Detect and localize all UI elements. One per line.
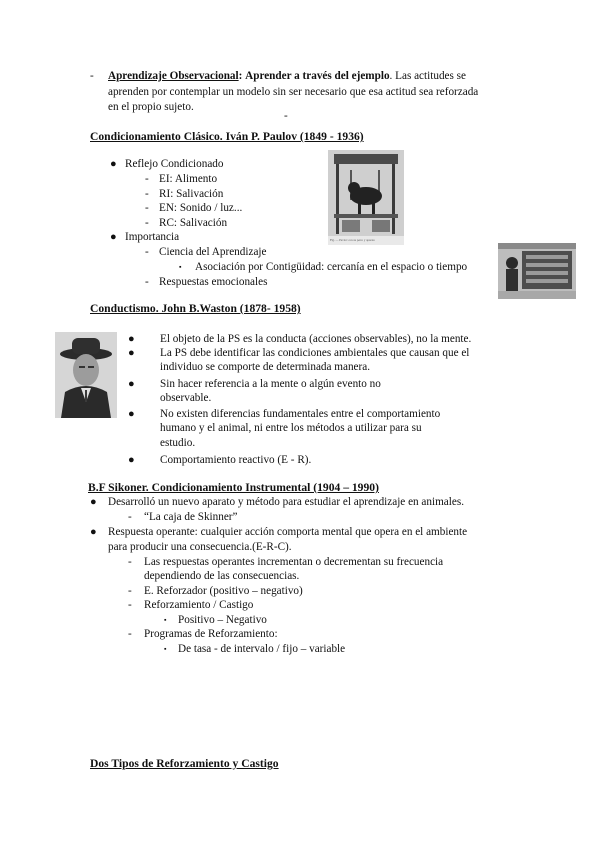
behaviorism-item: No existen diferencias fundamentales entre el comportamiento [160, 408, 441, 420]
bullet-icon: ● [128, 347, 135, 359]
bullet-icon: ● [90, 496, 97, 508]
bullet-icon: ● [128, 454, 135, 466]
skinner-item: Las respuestas operantes incrementan o decrementan su frecuencia [144, 556, 444, 568]
skinner-item: dependiendo de las consecuencias. [144, 570, 300, 582]
dash-icon: - [145, 217, 149, 229]
intro-subtitle: Aprender a través del ejemplo [245, 70, 390, 82]
bullet-icon: ● [90, 526, 97, 538]
dash-icon: - [128, 585, 132, 597]
classical-item: EN: Sonido / luz... [159, 202, 243, 214]
bullet-icon: ● [128, 408, 135, 420]
intro-line-3: en el propio sujeto. [108, 101, 194, 113]
skinner-item: para producir una consecuencia.(E-R-C). [108, 541, 292, 553]
dash-icon: - [128, 628, 132, 640]
skinner-item: Positivo – Negativo [178, 614, 267, 626]
watson-portrait-photo [55, 332, 117, 418]
classical-item: Importancia [125, 231, 180, 243]
behaviorism-item: La PS debe identificar las condiciones ambientales que causan que el [160, 347, 470, 359]
intro-colon: : [238, 70, 243, 82]
portrait-icon [55, 332, 117, 418]
dash-icon: - [128, 599, 132, 611]
classical-item: Ciencia del Aprendizaje [159, 246, 267, 258]
square-bullet-icon: ▪ [179, 263, 182, 271]
behaviorism-item: individuo se comporte de determinada manera. [160, 361, 371, 373]
photo-caption: Fig. — Pavlov con su perro y aparato [330, 238, 375, 242]
skinner-item: Reforzamiento / Castigo [144, 599, 254, 611]
skinner-item: Respuesta operante: cualquier acción comporta mental que opera en el ambiente [108, 526, 468, 538]
classical-item: EI: Alimento [159, 173, 218, 185]
footer-heading: Dos Tipos de Reforzamiento y Castigo [90, 757, 279, 770]
skinner-item: Programas de Reforzamiento: [144, 628, 278, 640]
dash-icon: - [128, 556, 132, 568]
skinner-item: “La caja de Skinner” [144, 511, 238, 523]
skinner-item: E. Reforzador (positivo – negativo) [144, 585, 303, 597]
behaviorism-heading: Conductismo. John B.Waston (1878- 1958) [90, 302, 301, 315]
bullet-icon: ● [128, 333, 135, 345]
behaviorism-item: Sin hacer referencia a la mente o algún evento no [160, 378, 381, 390]
dog-experiment-photo [328, 150, 404, 245]
behaviorism-item: humano y el animal, ni entre los métodos a utilizar para su [160, 422, 422, 434]
behaviorism-item: El objeto de la PS es la conducta (acciones observables), no la mente. [160, 333, 472, 345]
bullet-icon: ● [110, 231, 117, 243]
intro-stray-dash: - [284, 110, 288, 122]
behaviorism-item: estudio. [160, 437, 196, 449]
dash-icon: - [145, 173, 149, 185]
dash-icon: - [145, 246, 149, 258]
skinner-item: Desarrolló un nuevo aparato y método para estudiar el aprendizaje en animales. [108, 496, 464, 508]
skinner-item: De tasa - de intervalo / fijo – variable [178, 643, 346, 655]
dash-icon: - [145, 276, 149, 288]
intro-line1-rest: . Las actitudes se [389, 70, 466, 82]
classical-item: RC: Salivación [159, 217, 228, 229]
lab-apparatus-photo [498, 243, 576, 299]
classical-item: Asociación por Contigüidad: cercanía en el espacio o tiempo [195, 261, 468, 273]
intro-line-2: aprenden por contemplar un modelo sin ser necesario que esa actitud sea reforzada [108, 86, 479, 98]
classical-heading: Condicionamiento Clásico. Iván P. Paulov (1849 - 1936) [90, 130, 364, 143]
skinner-heading: B.F Sikoner. Condicionamiento Instrumental (1904 – 1990) [88, 481, 379, 494]
classical-item: Respuestas emocionales [159, 276, 268, 288]
classical-item: RI: Salivación [159, 188, 224, 200]
dash-icon: - [128, 511, 132, 523]
classical-item: Reflejo Condicionado [125, 158, 224, 170]
intro-term: Aprendizaje Observacional [108, 70, 239, 82]
intro-dash: - [90, 70, 94, 82]
behaviorism-item: Comportamiento reactivo (E - R). [160, 454, 312, 466]
square-bullet-icon: ▪ [164, 645, 167, 653]
behaviorism-item: observable. [160, 392, 212, 404]
lab-apparatus-icon [498, 243, 576, 299]
dash-icon: - [145, 188, 149, 200]
dash-icon: - [145, 202, 149, 214]
bullet-icon: ● [128, 378, 135, 390]
bullet-icon: ● [110, 158, 117, 170]
dog-experiment-icon [328, 150, 404, 245]
intro-line-1 [108, 70, 466, 82]
square-bullet-icon: ▪ [164, 616, 167, 624]
